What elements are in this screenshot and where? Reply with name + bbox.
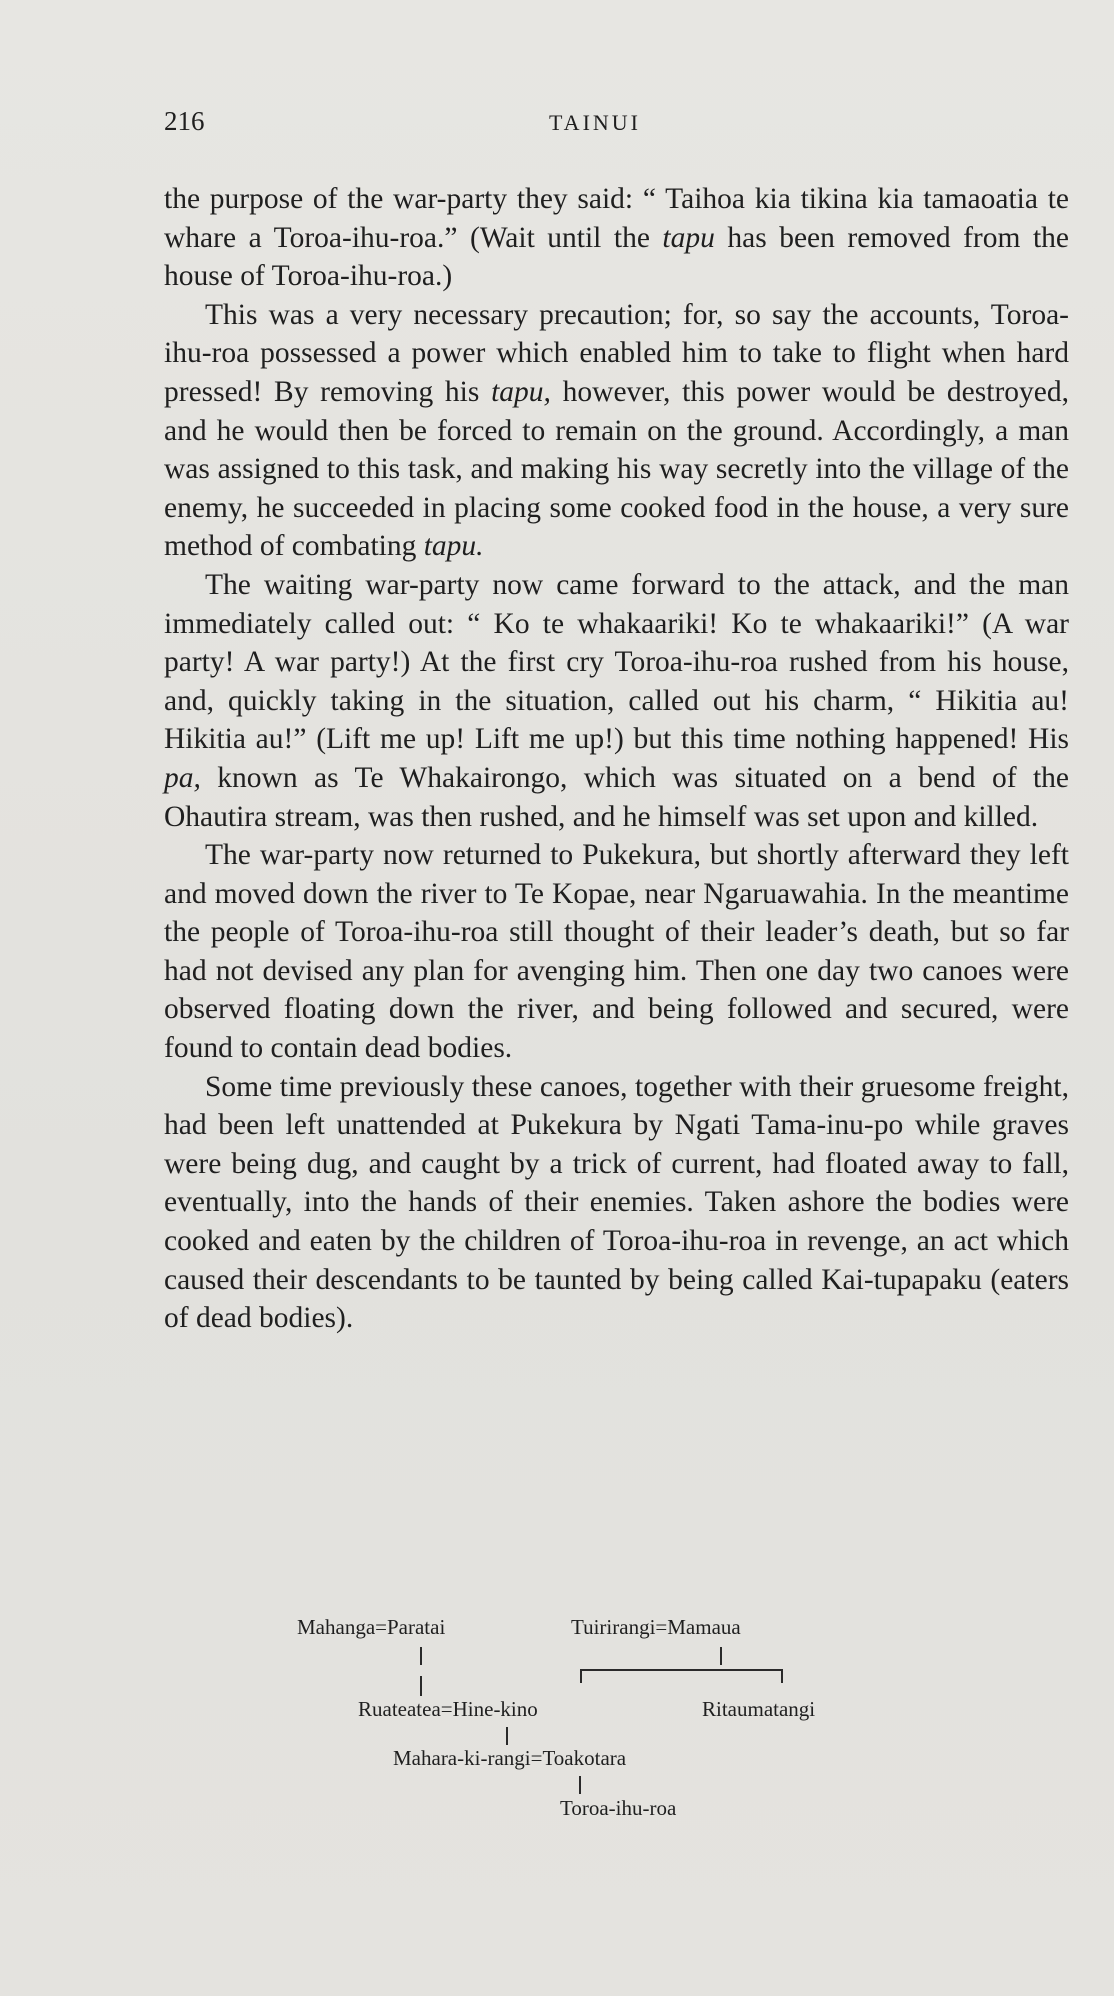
italic-term: tapu,	[491, 375, 551, 408]
page-number: 216	[164, 106, 205, 136]
paragraph	[164, 296, 1069, 566]
genealogy-tuirirangi-mamaua: Tuirirangi=Mamaua	[571, 1615, 741, 1639]
paragraph-text: Some time previously these canoes, together with their gruesome freight, had been left unattended at Pukekura by Ngati Tama-inu-po while graves were being dug, and caught by a trick of current, had floated away to fall, eventually, into the hands of their enemies. Taken ashore the bodies were cooked and eaten by the children of Toroa-ihu-roa in revenge, an act which caused their descendants to be taunted by being called Kai-tupapaku (eaters of dead bodies).	[164, 1070, 1069, 1335]
genealogy-toroa-ihu-roa: Toroa-ihu-roa	[560, 1796, 677, 1820]
italic-term: tapu.	[423, 530, 484, 563]
genealogy-line	[580, 1669, 582, 1683]
genealogy-line	[781, 1669, 783, 1683]
genealogy-line	[720, 1647, 722, 1665]
genealogy-ritaumatangi: Ritaumatangi	[702, 1697, 816, 1721]
page-header	[164, 106, 1064, 146]
genealogy-line	[420, 1647, 422, 1665]
genealogy-mahara-ki-rangi-toakotara: Mahara-ki-rangi=Toakotara	[393, 1746, 627, 1770]
paragraph-text: the purpose of the war-party they said: “ Taihoa kia tikina kia tamaoatia te whare a Toroa-ihu-roa.” (Wait until the	[164, 183, 1069, 254]
italic-term: tapu	[662, 221, 715, 254]
italic-term: pa,	[164, 761, 201, 794]
genealogy-ruateatea-hine-kino: Ruateatea=Hine-kino	[358, 1697, 538, 1721]
genealogy-mahanga-paratai: Mahanga=Paratai	[297, 1615, 446, 1639]
paragraph-text: known as Te Whakairongo, which was situated on a bend of the Ohautira stream, was then rushed, and he himself was set upon and killed.	[164, 761, 1069, 833]
paragraph-text: however, this power would be destroyed, and he would then be forced to remain on the ground. Accordingly, a man was assigned to this task, and making his way secretly into the village of the enemy, he succeeded in placing some cooked food in the house, a very sure method of combating	[164, 375, 1069, 563]
body-text	[164, 180, 1069, 1338]
paragraph	[164, 566, 1069, 836]
genealogy-line	[506, 1727, 508, 1745]
paragraph-text: has been removed from the house of Toroa-ihu-roa.)	[164, 221, 1069, 293]
running-title: TAINUI	[549, 110, 641, 135]
paragraph	[164, 836, 1069, 1068]
genealogy-line	[579, 1776, 581, 1794]
paragraph	[164, 180, 1069, 296]
paragraph-text: The war-party now returned to Pukekura, but shortly afterward they left and moved down the river to Te Kopae, near Ngaruawahia. In the meantime the people of Toroa-ihu-roa still thought of their leader’s death, but so far had not devised any plan for avenging him. Then one day two canoes were observed floating down the river, and being followed and secured, were found to contain dead bodies.	[164, 839, 1069, 1065]
paragraph-text: The waiting war-party now came forward to the attack, and the man immediately called out: “ Ko te whakaariki! Ko te whakaariki!” (A war party! A war party!) At the first cry Toroa-ihu-roa rushed from his house, and, quickly taking in the situation, called out his charm, “ Hikitia au! Hikitia au!” (Lift me up! Lift me up!) but this time nothing happened! His	[164, 568, 1069, 756]
paragraph-text: This was a very necessary precaution; for, so say the accounts, Toroa-ihu-roa possessed a power which enabled him to take to flight when hard pressed! By removing his	[164, 298, 1069, 408]
genealogy-line	[420, 1676, 422, 1696]
paragraph	[164, 1068, 1069, 1338]
genealogy-line	[580, 1669, 782, 1671]
